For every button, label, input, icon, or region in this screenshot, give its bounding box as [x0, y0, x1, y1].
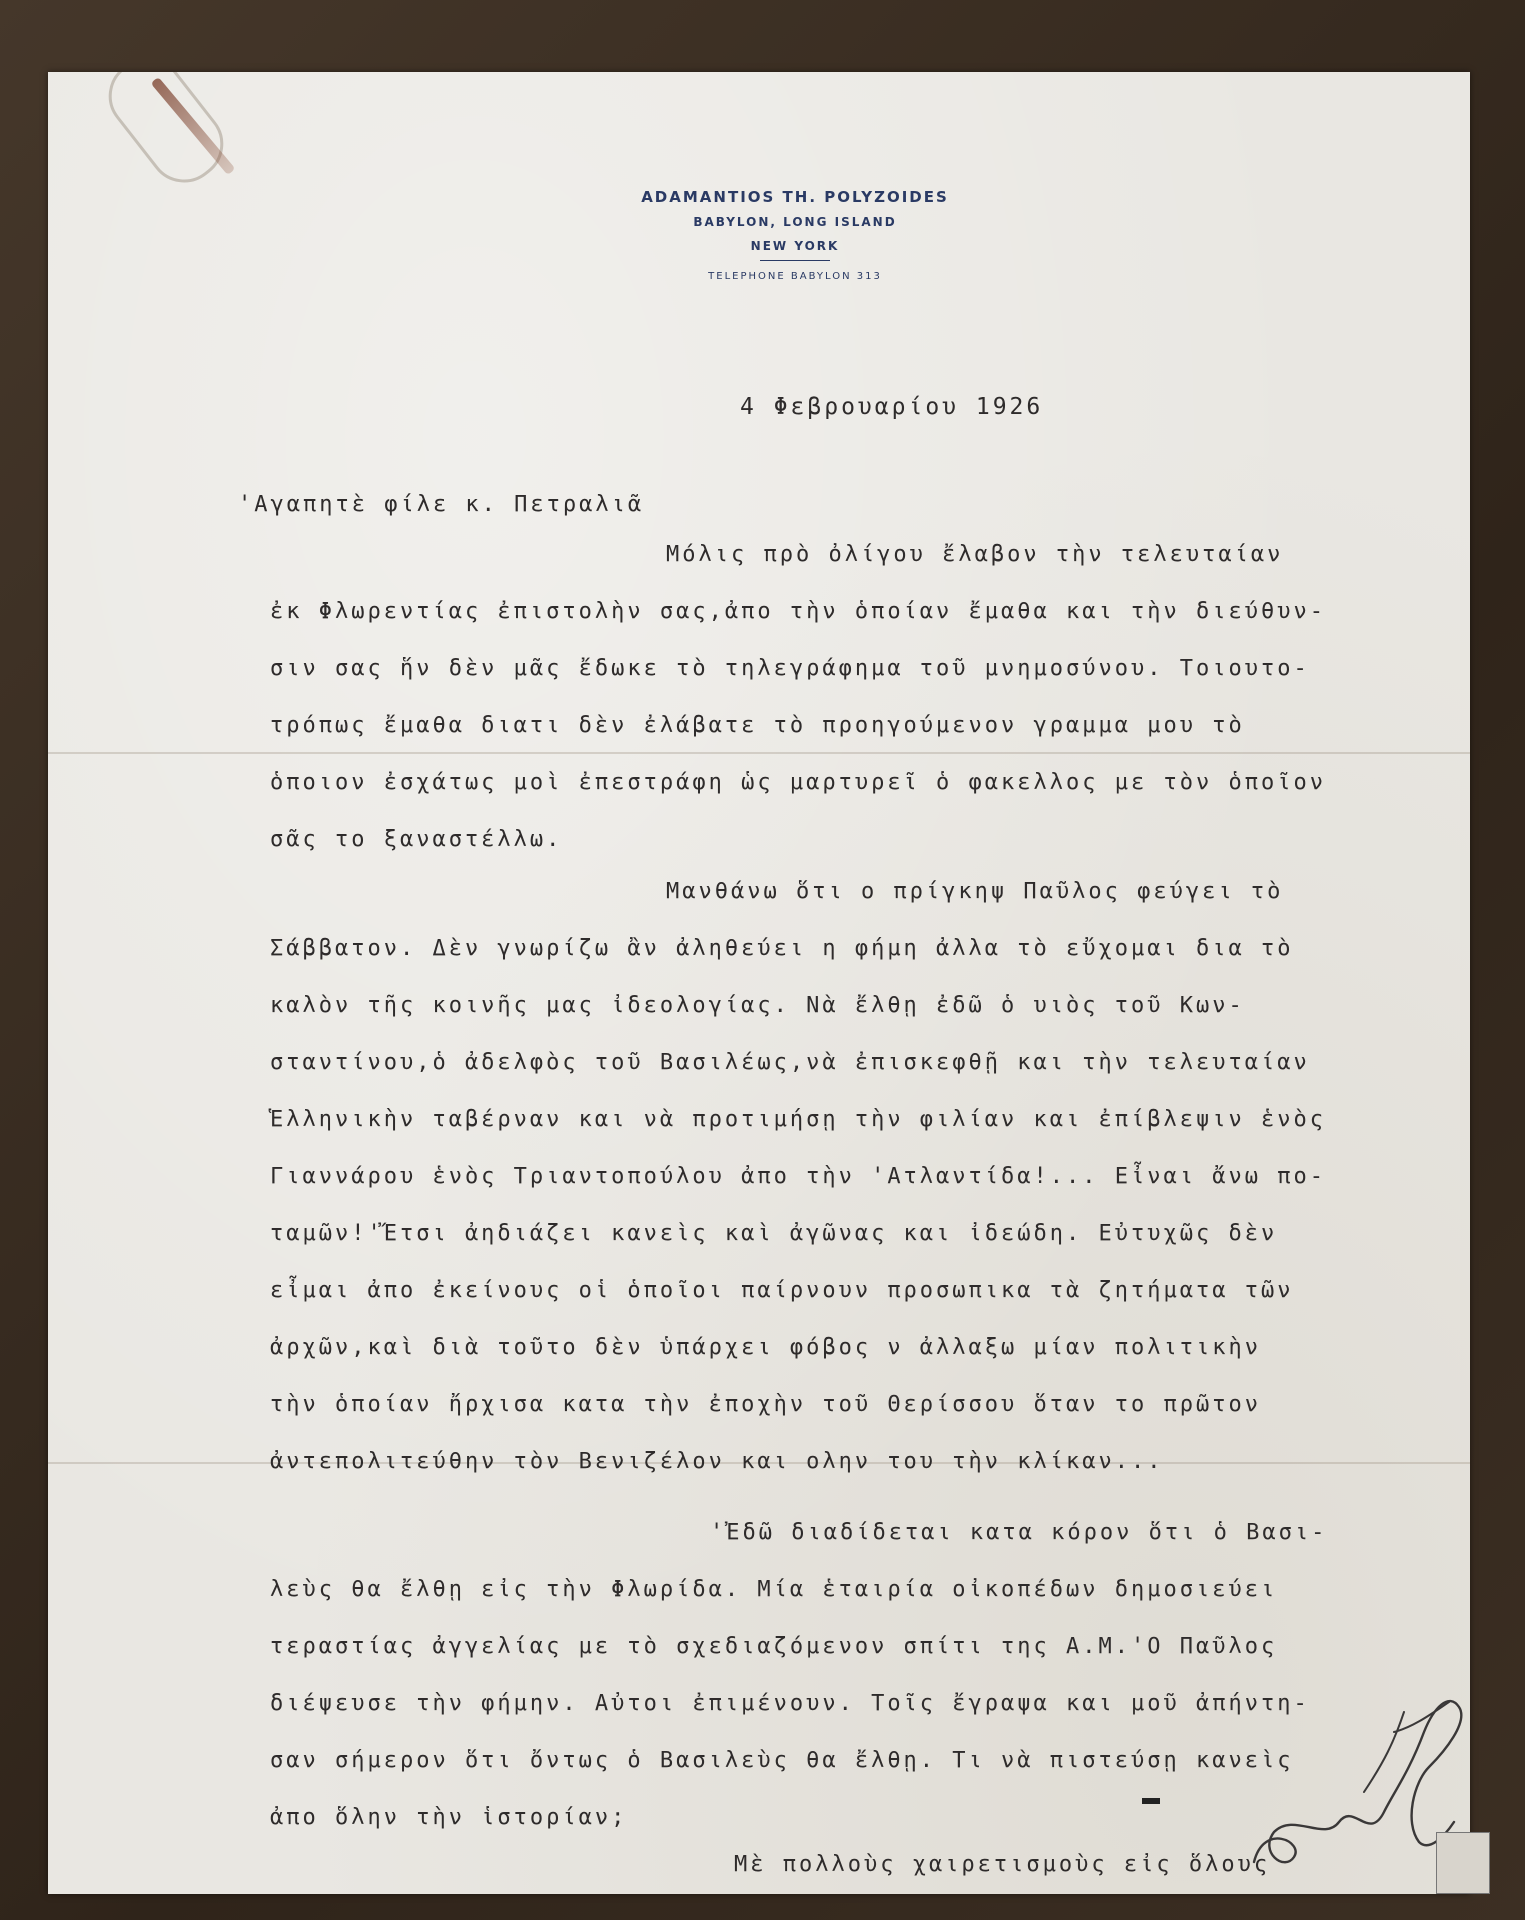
paragraph-2-line-9: ἀρχῶν,καὶ διὰ τοῦτο δὲν ὑπάρχει φόβος ν ἀλλαξω μίαν πολιτικὴν	[270, 1335, 1261, 1360]
paragraph-3-line-2: λεὺς θα ἔλθῃ εἰς τὴν Φλωρίδα. Μία ἑταιρία οἰκοπέδων δημοσιεύει	[270, 1577, 1278, 1602]
paragraph-1-line-2: ἐκ Φλωρεντίας ἐπιστολὴν σας,ἀπο τὴν ὁποίαν ἔμαθα και τὴν διεύθυν-	[270, 599, 1326, 624]
letterhead-rule	[760, 260, 830, 261]
letter-page	[48, 72, 1470, 1894]
paragraph-3-line-1: 'Ἐδῶ διαδίδεται κατα κόρον ὅτι ὁ Βασι-	[710, 1520, 1328, 1545]
paragraph-2-line-2: Σάββατον. Δὲν γνωρίζω ἂν ἀληθεύει η φήμη ἀλλα τὸ εὔχομαι δια τὸ	[270, 936, 1294, 961]
archive-logo-icon	[1436, 1832, 1490, 1894]
paragraph-2-line-3: καλὸν τῆς κοινῆς μας ἰδεολογίας. Νὰ ἔλθῃ ἐδῶ ὁ υιὸς τοῦ Κων-	[270, 993, 1245, 1018]
paragraph-2-line-1: Μανθάνω ὅτι ο πρίγκηψ Παῦλος φεύγει τὸ	[666, 879, 1284, 904]
letterhead-name: ADAMANTIOS TH. POLYZOIDES	[641, 188, 949, 206]
letter-closing: Μὲ πολλοὺς χαιρετισμοὺς εἰς ὅλους	[734, 1852, 1271, 1877]
paragraph-1-line-1: Μόλις πρὸ ὀλίγου ἔλαβον τὴν τελευταίαν	[666, 542, 1284, 567]
letter-greeting: 'Αγαπητὲ φίλε κ. Πετραλιᾶ	[238, 492, 645, 517]
paragraph-2-line-11: ἀντεπολιτεύθην τὸν Βενιζέλον και ολην του τὴν κλίκαν...	[270, 1449, 1164, 1474]
letterhead-city: NEW YORK	[750, 239, 840, 253]
letterhead-location: BABYLON, LONG ISLAND	[693, 215, 897, 229]
paragraph-2-line-10: τὴν ὁποίαν ἤρχισα κατα τὴν ἐποχὴν τοῦ Θερίσσου ὅταν το πρῶτον	[270, 1392, 1261, 1417]
letterhead	[48, 184, 1470, 285]
ink-mark	[1142, 1798, 1160, 1804]
letterhead-telephone: TELEPHONE BABYLON 313	[708, 271, 882, 282]
letter-date: 4 Φεβρουαρίου 1926	[740, 394, 1044, 420]
paper-watermark	[348, 572, 1470, 712]
fold-crease-upper	[48, 752, 1470, 754]
paragraph-3-line-4: διέψευσε τὴν φήμην. Αὐτοι ἐπιμένουν. Τοῖς ἔγραψα και μοῦ ἀπήντη-	[270, 1691, 1310, 1716]
paragraph-1-line-4: τρόπως ἔμαθα διατι δὲν ἐλάβατε τὸ προηγούμενον γραμμα μου τὸ	[270, 713, 1245, 738]
paragraph-1-line-3: σιν σας ἥν δὲν μᾶς ἔδωκε τὸ τηλεγράφημα τοῦ μνημοσύνου. Τοιουτο-	[270, 656, 1310, 681]
paragraph-2-line-4: σταντίνου,ὁ ἀδελφὸς τοῦ Βασιλέως,νὰ ἐπισκεφθῇ και τὴν τελευταίαν	[270, 1050, 1310, 1075]
paragraph-3-line-3: τεραστίας ἀγγελίας με τὸ σχεδιαζόμενον σπίτι της Α.Μ.'Ο Παῦλος	[270, 1634, 1278, 1659]
paragraph-1-line-5: ὁποιον ἐσχάτως μοὶ ἐπεστράφη ὡς μαρτυρεῖ ὁ φακελλος με τὸν ὁποῖον	[270, 770, 1326, 795]
paragraph-1-line-6: σᾶς το ξαναστέλλω.	[270, 827, 563, 852]
paragraph-2-line-7: ταμῶν!'Ἔτσι ἀηδιάζει κανεὶς καὶ ἀγῶνας και ἰδεώδη. Εὐτυχῶς δὲν	[270, 1221, 1278, 1246]
paragraph-2-line-8: εἶμαι ἀπο ἐκείνους οἱ ὁποῖοι παίρνουν προσωπικα τὰ ζητήματα τῶν	[270, 1278, 1294, 1303]
paragraph-2-line-6: Γιαννάρου ἑνὸς Τριαντοπούλου ἀπο τὴν 'Ατλαντίδα!... Εἶναι ἄνω πο-	[270, 1164, 1326, 1189]
paragraph-2-line-5: Ἑλληνικὴν ταβέρναν και νὰ προτιμήσῃ τὴν φιλίαν και ἐπίβλεψιν ἑνὸς	[270, 1107, 1326, 1132]
paragraph-3-line-6: ἀπο ὅλην τὴν ἱστορίαν;	[270, 1805, 628, 1830]
paragraph-3-line-5: σαν σήμερον ὅτι ὄντως ὁ Βασιλεὺς θα ἔλθῃ. Τι νὰ πιστεύσῃ κανεὶς	[270, 1748, 1294, 1773]
